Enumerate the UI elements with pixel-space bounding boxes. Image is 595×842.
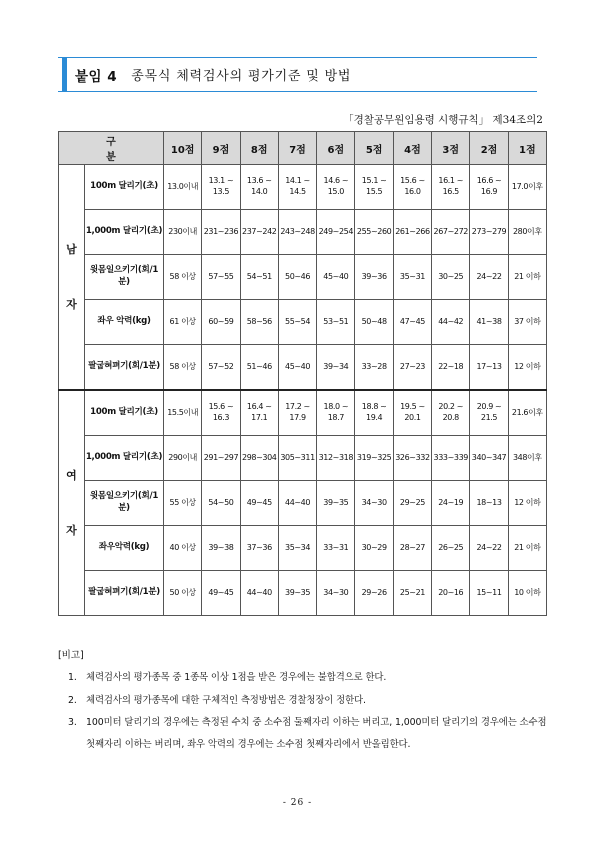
table-row: [59, 345, 547, 391]
table-row: [59, 165, 547, 210]
score-cell: 22~18: [432, 345, 470, 391]
score-cell: 312~318: [317, 436, 355, 481]
score-cell: 57~52: [202, 345, 240, 391]
score-cell: 39~35: [278, 571, 316, 616]
score-cell: 50~48: [355, 300, 393, 345]
score-cell: 333~339: [432, 436, 470, 481]
score-cell: 51~46: [240, 345, 278, 391]
score-cell: 24~19: [432, 481, 470, 526]
score-cell: 58 이상: [164, 345, 202, 391]
score-cell: 17~13: [470, 345, 508, 391]
score-cell: 291~297: [202, 436, 240, 481]
score-cell: 44~40: [240, 571, 278, 616]
score-header: 4점: [393, 132, 431, 165]
score-cell: 326~332: [393, 436, 431, 481]
remarks-section: [58, 645, 548, 756]
score-header: 6점: [317, 132, 355, 165]
sex-cell: [59, 165, 85, 391]
score-cell: 25~21: [393, 571, 431, 616]
score-cell: 40 이상: [164, 526, 202, 571]
score-cell: 18.0 ~ 18.7: [317, 390, 355, 436]
score-header: 7점: [278, 132, 316, 165]
table-row: [59, 436, 547, 481]
section-title: 종목식 체력검사의 평가기준 및 방법: [131, 69, 352, 84]
score-cell: 37~36: [240, 526, 278, 571]
attachment-label: 붙임 4: [75, 68, 118, 85]
score-cell: 15~11: [470, 571, 508, 616]
score-cell: 50 이상: [164, 571, 202, 616]
table-row: [59, 481, 547, 526]
score-cell: 55~54: [278, 300, 316, 345]
score-header: 8점: [240, 132, 278, 165]
score-cell: 49~45: [240, 481, 278, 526]
score-header: 9점: [202, 132, 240, 165]
table-header-row: [59, 132, 547, 165]
score-cell: 30~29: [355, 526, 393, 571]
score-cell: 34~30: [355, 481, 393, 526]
score-cell: 45~40: [278, 345, 316, 391]
score-cell: 29~26: [355, 571, 393, 616]
score-cell: 298~304: [240, 436, 278, 481]
score-cell: 15.6 ~ 16.3: [202, 390, 240, 436]
remark-item: [58, 690, 548, 712]
page-number: - 26 -: [282, 798, 313, 808]
score-cell: 16.4 ~ 17.1: [240, 390, 278, 436]
score-cell: 15.6 ~ 16.0: [393, 165, 431, 210]
score-cell: 21 이하: [508, 255, 546, 300]
score-cell: 58~56: [240, 300, 278, 345]
score-cell: 15.5이내: [164, 390, 202, 436]
score-cell: 19.5 ~ 20.1: [393, 390, 431, 436]
section-title-box: [58, 57, 537, 92]
score-cell: 37 이하: [508, 300, 546, 345]
score-cell: 35~34: [278, 526, 316, 571]
score-header: 10점: [164, 132, 202, 165]
test-item-name: 윗몸일으키기(회/1분): [85, 481, 164, 526]
remark-text: 체력검사의 평가종목 중 1종목 이상 1점을 받은 경우에는 불합격으로 한다.: [86, 672, 387, 684]
score-cell: 60~59: [202, 300, 240, 345]
table-row: [59, 526, 547, 571]
sex-label-char: 여: [66, 469, 77, 482]
score-cell: 44~42: [432, 300, 470, 345]
remark-number: 1.: [68, 672, 77, 684]
score-cell: 261~266: [393, 210, 431, 255]
score-cell: 24~22: [470, 526, 508, 571]
score-cell: 267~272: [432, 210, 470, 255]
score-cell: 61 이상: [164, 300, 202, 345]
score-header: 1점: [508, 132, 546, 165]
remark-text: 100미터 달리기의 경우에는 측정된 수치 중 소수점 둘째자리 이하는 버리고, 1,000미터 달리기의 경우에는 소수점 첫째자리 이하는 버리며, 좌우 악력의 경우에는 소수점 첫째자리에서 반올림한다.: [86, 716, 547, 751]
fitness-standards-table: [58, 131, 547, 616]
remark-text: 체력검사의 평가종목에 대한 구체적인 측정방법은 경찰청장이 정한다.: [86, 694, 366, 706]
table-row: [59, 571, 547, 616]
score-cell: 21.6이후: [508, 390, 546, 436]
score-cell: 50~46: [278, 255, 316, 300]
score-cell: 280이후: [508, 210, 546, 255]
score-header: 3점: [432, 132, 470, 165]
test-item-name: 1,000m 달리기(초): [85, 210, 164, 255]
score-header: 2점: [470, 132, 508, 165]
score-cell: 28~27: [393, 526, 431, 571]
score-cell: 230이내: [164, 210, 202, 255]
score-cell: 45~40: [317, 255, 355, 300]
score-cell: 305~311: [278, 436, 316, 481]
score-cell: 35~31: [393, 255, 431, 300]
score-cell: 54~50: [202, 481, 240, 526]
score-cell: 13.6 ~ 14.0: [240, 165, 278, 210]
score-cell: 55 이상: [164, 481, 202, 526]
remark-number: 3.: [68, 716, 77, 728]
score-cell: 54~51: [240, 255, 278, 300]
score-cell: 290이내: [164, 436, 202, 481]
remarks-title: [비고]: [58, 650, 84, 661]
score-cell: 47~45: [393, 300, 431, 345]
score-cell: 39~36: [355, 255, 393, 300]
score-cell: 10 이하: [508, 571, 546, 616]
score-cell: 340~347: [470, 436, 508, 481]
score-cell: 33~31: [317, 526, 355, 571]
score-cell: 58 이상: [164, 255, 202, 300]
score-cell: 17.0이후: [508, 165, 546, 210]
score-cell: 21 이하: [508, 526, 546, 571]
score-cell: 18~13: [470, 481, 508, 526]
test-item-name: 팔굽혀펴기(회/1분): [85, 571, 164, 616]
test-item-name: 윗몸일으키기(회/1분): [85, 255, 164, 300]
score-cell: 44~40: [278, 481, 316, 526]
accent-strip: [62, 58, 67, 91]
score-cell: 273~279: [470, 210, 508, 255]
remarks-list: [58, 667, 548, 756]
score-cell: 16.6 ~ 16.9: [470, 165, 508, 210]
score-cell: 26~25: [432, 526, 470, 571]
sex-label-char: 자: [66, 298, 77, 311]
test-item-name: 1,000m 달리기(초): [85, 436, 164, 481]
score-cell: 14.6 ~ 15.0: [317, 165, 355, 210]
test-item-name: 좌우 악력(kg): [85, 300, 164, 345]
score-cell: 20.2 ~ 20.8: [432, 390, 470, 436]
score-cell: 12 이하: [508, 345, 546, 391]
score-cell: 12 이하: [508, 481, 546, 526]
score-cell: 49~45: [202, 571, 240, 616]
score-cell: 24~22: [470, 255, 508, 300]
score-cell: 319~325: [355, 436, 393, 481]
score-cell: 14.1 ~ 14.5: [278, 165, 316, 210]
score-cell: 39~38: [202, 526, 240, 571]
score-cell: 16.1 ~ 16.5: [432, 165, 470, 210]
legal-source: 「경찰공무원임용령 시행규칙」 제34조의2: [343, 114, 543, 126]
table-row: [59, 255, 547, 300]
score-cell: 348이후: [508, 436, 546, 481]
score-cell: 13.0이내: [164, 165, 202, 210]
test-item-name: 100m 달리기(초): [85, 390, 164, 436]
remark-item: [58, 712, 548, 757]
score-cell: 237~242: [240, 210, 278, 255]
score-cell: 29~25: [393, 481, 431, 526]
score-cell: 34~30: [317, 571, 355, 616]
sex-label-char: 자: [66, 524, 77, 537]
test-item-name: 팔굽혀펴기(회/1분): [85, 345, 164, 391]
score-header: 5점: [355, 132, 393, 165]
score-cell: 249~254: [317, 210, 355, 255]
score-cell: 57~55: [202, 255, 240, 300]
score-cell: 15.1 ~ 15.5: [355, 165, 393, 210]
remark-item: [58, 667, 548, 689]
score-cell: 27~23: [393, 345, 431, 391]
test-item-name: 100m 달리기(초): [85, 165, 164, 210]
score-cell: 39~34: [317, 345, 355, 391]
score-cell: 255~260: [355, 210, 393, 255]
table-row: [59, 210, 547, 255]
test-item-name: 좌우악력(kg): [85, 526, 164, 571]
sex-cell: [59, 390, 85, 616]
score-cell: 20.9 ~ 21.5: [470, 390, 508, 436]
table-row: [59, 390, 547, 436]
score-cell: 17.2 ~ 17.9: [278, 390, 316, 436]
sex-label-char: 남: [66, 243, 77, 256]
score-cell: 231~236: [202, 210, 240, 255]
score-cell: 39~35: [317, 481, 355, 526]
score-cell: 20~16: [432, 571, 470, 616]
score-cell: 53~51: [317, 300, 355, 345]
remark-number: 2.: [68, 694, 77, 706]
score-cell: 13.1 ~ 13.5: [202, 165, 240, 210]
score-cell: 18.8 ~ 19.4: [355, 390, 393, 436]
score-cell: 243~248: [278, 210, 316, 255]
score-cell: 41~38: [470, 300, 508, 345]
category-header: 구 분: [59, 132, 164, 165]
score-cell: 30~25: [432, 255, 470, 300]
score-cell: 33~28: [355, 345, 393, 391]
table-row: [59, 300, 547, 345]
